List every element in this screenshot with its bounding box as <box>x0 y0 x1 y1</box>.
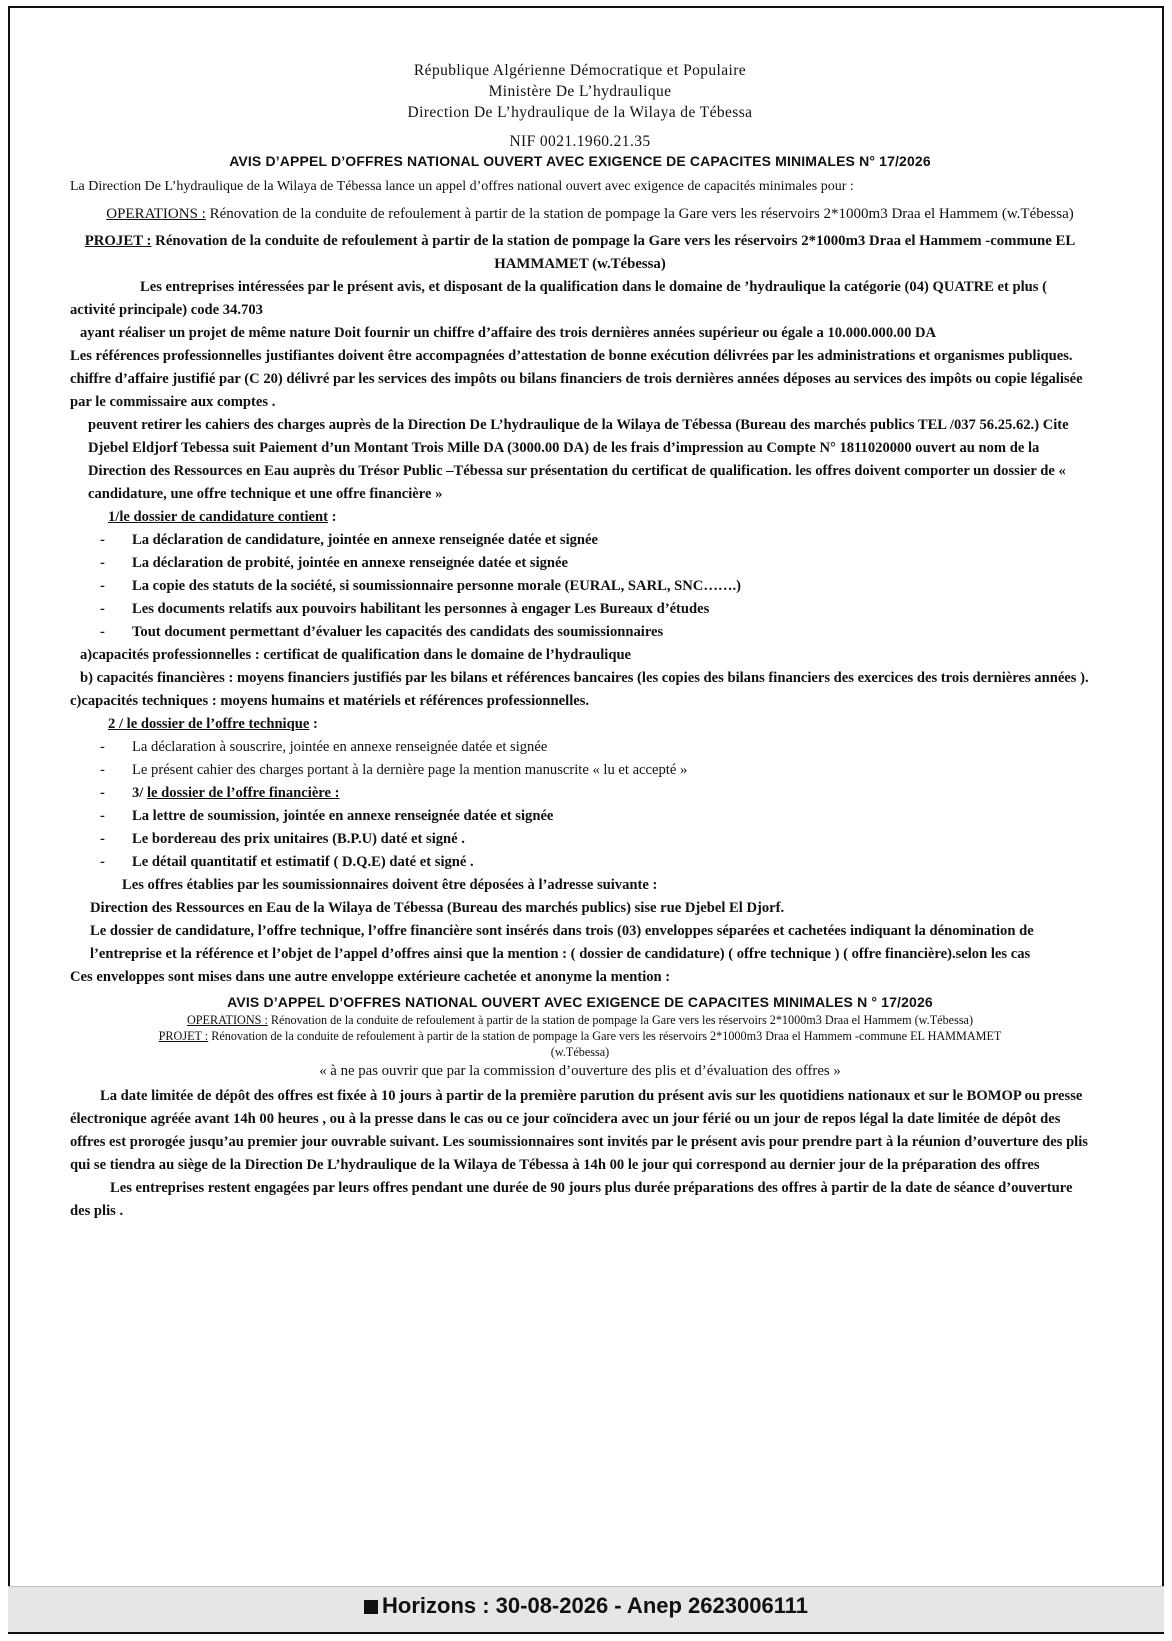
qualification-paragraph: Les entreprises intéressées par le présent avis, et disposant de la qualification dans le domaine de ’hydraulique la catégorie (04) QUATRE et plus ( activité principale) code 34.703 <box>70 279 1047 318</box>
capacites-professionnelles: a)capacités professionnelles : certificat de qualification dans le domaine de l’hydraulique <box>80 647 632 663</box>
intro-paragraph: La Direction De L’hydraulique de la Wilaya de Tébessa lance un appel d’offres national ouvert avec exigence de capacités minimales pour : <box>70 179 854 194</box>
list-item: - Le bordereau des prix unitaires (B.P.U) daté et signé . <box>100 831 465 847</box>
ministry-line: Ministère De L’hydraulique <box>488 83 672 100</box>
list-item: - Le détail quantitatif et estimatif ( D.Q.E) daté et signé . <box>100 854 474 870</box>
envelope-projet: PROJET : Rénovation de la conduite de refoulement à partir de la station de pompage la Gare vers les réservoirs 2*1000m3 Draa el Hammem -commune EL HAMMAMET (w.Tébessa) <box>158 1029 1002 1059</box>
envelope-operations: OPERATIONS : Rénovation de la conduite de refoulement à partir de la station de pompage la Gare vers les réservoirs 2*1000m3 Draa el Hammem (w.Tébessa) <box>186 1013 974 1027</box>
list-item: - La déclaration de probité, jointée en annexe renseignée datée et signée <box>100 555 568 571</box>
footer-reference: Horizons : 30-08-2026 - Anep 2623006111 <box>382 1593 808 1618</box>
candidature-list <box>70 529 1090 644</box>
projet-block <box>70 230 1090 276</box>
list-item: - La copie des statuts de la société, si soumissionnaire personne morale (EURAL, SARL, SNC…….) <box>100 578 742 594</box>
financier-list <box>70 805 1090 874</box>
notice-title: AVIS D’APPEL D’OFFRES NATIONAL OUVERT AVEC EXIGENCE DE CAPACITES MINIMALES N° 17/2026 <box>229 153 931 169</box>
tender-notice <box>70 60 1090 1223</box>
list-item: - La déclaration à souscrire, jointée en annexe renseignée datée et signée <box>100 739 548 755</box>
nif-number: NIF 0021.1960.21.35 <box>509 133 651 150</box>
references-paragraph: Les références professionnelles justifiantes doivent être accompagnées d’attestation de bonne exécution délivrées par les administrations et organismes publiques. <box>70 348 1073 364</box>
operations-block <box>70 203 1090 226</box>
engagement-paragraph: Les entreprises restent engagées par leurs offres pendant une durée de 90 jours plus durée préparations des offres à partir de la date de séance d’ouverture des plis . <box>70 1180 1073 1219</box>
operations-label: OPERATIONS : <box>106 206 206 222</box>
list-item: - Tout document permettant d’évaluer les capacités des candidats des soumissionnaires <box>100 624 664 640</box>
chiffre-affaire-paragraph: ayant réaliser un projet de même nature Doit fournir un chiffre d’affaire des trois dernières années supérieur ou égale a 10.000.000.00 DA <box>80 325 937 341</box>
projet-label: PROJET : <box>84 233 152 249</box>
ne-pas-ouvrir-mention: « à ne pas ouvrir que par la commission d’ouverture des plis et d’évaluation des offres » <box>319 1063 841 1079</box>
depot-address: Direction des Ressources en Eau de la Wilaya de Tébessa (Bureau des marchés publics) sise rue Djebel El Djorf. <box>90 900 785 916</box>
publication-footer <box>0 1590 1172 1622</box>
depot-intro: Les offres établies par les soumissionnaires doivent être déposées à l’adresse suivante : <box>122 877 658 893</box>
financier-heading: - 3/ le dossier de l’offre financière : <box>100 785 340 801</box>
technique-list <box>70 736 1090 805</box>
enveloppes-paragraph: Le dossier de candidature, l’offre technique, l’offre financière sont insérés dans trois (03) enveloppes séparées et cachetées indiquant la dénomination de l’entreprise et la référence et l’objet de l’appel d’offres ainsi que la mention : ( dossier de candidature) ( offre technique ) ( offre financière).selon les cas <box>90 923 1034 962</box>
candidature-heading: 1/le dossier de candidature contient : <box>108 509 337 525</box>
candidature-heading-text: 1/le dossier de candidature contient <box>108 509 328 525</box>
list-item: - Les documents relatifs aux pouvoirs habilitant les personnes à engager Les Bureaux d’études <box>100 601 710 617</box>
retrait-paragraph: peuvent retirer les cahiers des charges auprès de la Direction De L’hydraulique de la Wilaya de Tébessa (Bureau des marchés publics TEL /037 56.25.62.) Cite Djebel Eldjorf Tebessa suit Paiement d’un Montant Trois Mille DA (3000.00 DA) de les frais d’impression au Compte N° 1811020000 ouvert au nom de la Direction des Ressources en Eau auprès du Trésor Public –Tébessa sur présentation du certificat de qualification. les offres doivent comporter un dossier de « candidature, une offre technique et une offre financière » <box>88 417 1069 502</box>
republic-line: République Algérienne Démocratique et Populaire <box>413 62 747 79</box>
technique-heading-text: 2 / le dossier de l’offre technique <box>108 716 310 732</box>
c20-paragraph: chiffre d’affaire justifié par (C 20) délivré par les services des impôts ou bilans financiers de trois dernières années déposes au services des impôts ou copie légalisée par le commissaire aux comptes . <box>70 371 1083 410</box>
direction-line: Direction De L’hydraulique de la Wilaya de Tébessa <box>407 104 753 121</box>
capacites-techniques: c)capacités techniques : moyens humains et matériels et références professionnelles. <box>70 693 590 709</box>
projet-text: Rénovation de la conduite de refoulement à partir de la station de pompage la Gare vers les réservoirs 2*1000m3 Draa el Hammem -commune EL HAMMAMET (w.Tébessa) <box>151 233 1076 272</box>
list-item: - Le présent cahier des charges portant à la dernière page la mention manuscrite « lu et accepté » <box>100 762 688 778</box>
delai-paragraph: La date limitée de dépôt des offres est fixée à 10 jours à partir de la première parution du présent avis sur les quotidiens nationaux et sur le BOMOP ou presse électronique agréée avant 14h 00 heures , ou à la presse dans le cas ou ce jour coïncidera avec un jour férié ou un jour de repos légal la date limitée de dépôt des offres est prorogée jusqu’au premier jour ouvrable suivant. Les soumissionnaires sont invités par le présent avis pour prendre part à la réunion d’ouverture des plis qui se tiendra au siège de la Direction De L’hydraulique de la Wilaya de Tébessa à 14h 00 le jour qui correspond au dernier jour de la préparation des offres <box>70 1088 1088 1173</box>
list-item: - La lettre de soumission, jointée en annexe renseignée datée et signée <box>100 808 554 824</box>
operations-text: Rénovation de la conduite de refoulement à partir de la station de pompage la Gare vers les réservoirs 2*1000m3 Draa el Hammem (w.Tébessa) <box>205 206 1074 222</box>
financier-heading-text: le dossier de l’offre financière : <box>147 785 340 801</box>
enveloppe-exterieure: Ces enveloppes sont mises dans une autre enveloppe extérieure cachetée et anonyme la mention : <box>70 969 671 985</box>
technique-heading: 2 / le dossier de l’offre technique : <box>108 716 318 732</box>
list-item: - La déclaration de candidature, jointée en annexe renseignée datée et signée <box>100 532 598 548</box>
envelope-title: AVIS D’APPEL D’OFFRES NATIONAL OUVERT AVEC EXIGENCE DE CAPACITES MINIMALES N ° 17/2026 <box>227 994 933 1010</box>
square-bullet-icon <box>364 1600 378 1614</box>
capacites-financieres: b) capacités financières : moyens financiers justifiés par les bilans et références bancaires (les copies des bilans financiers des exercices des trois dernières années ). <box>80 670 1089 686</box>
